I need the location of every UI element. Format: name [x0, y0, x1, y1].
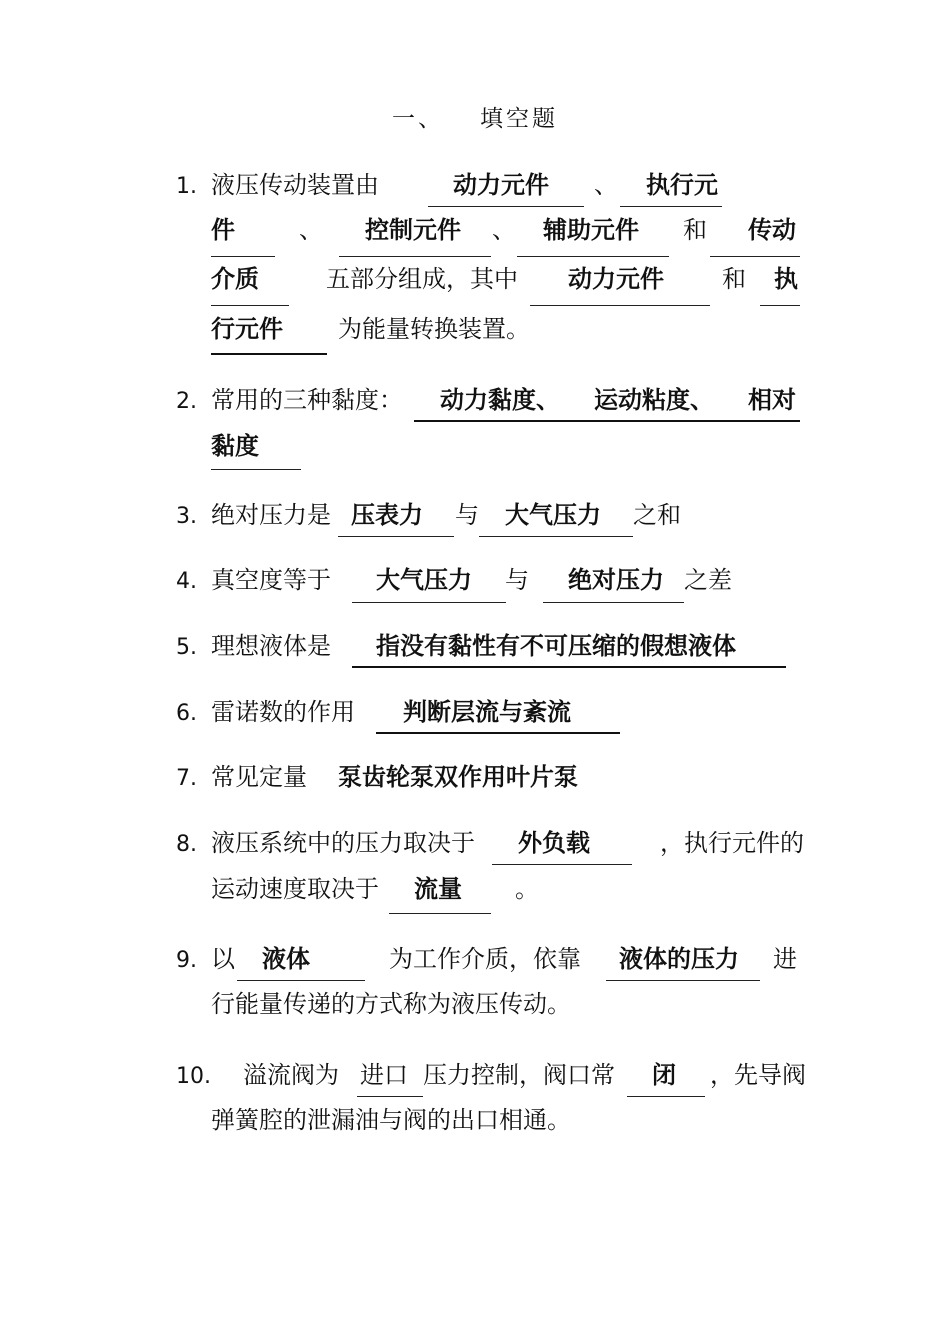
question-number: 10. — [176, 1064, 211, 1089]
answer-underline — [339, 256, 491, 257]
question-text: 为工作介质，依靠 — [389, 945, 581, 973]
answer-underline — [517, 256, 669, 257]
answer-blank: 闭 — [652, 1061, 676, 1089]
question-number: 5. — [176, 635, 197, 660]
answer-blank: 辅助元件 — [543, 216, 639, 244]
answer-underline — [414, 420, 800, 422]
question-text: 压力控制，阀口常 — [423, 1061, 615, 1089]
question-text: 为能量转换装置。 — [338, 315, 530, 343]
answer-blank: 泵齿轮泵双作用叶片泵 — [338, 763, 578, 791]
answer-underline — [237, 980, 365, 981]
answer-underline — [543, 602, 684, 603]
answer-underline — [479, 536, 633, 537]
answer-underline — [760, 305, 800, 306]
answer-underline — [606, 980, 760, 981]
answer-blank: 执行元 — [646, 171, 718, 199]
connector-text: 和 — [722, 265, 746, 293]
answer-underline — [211, 256, 275, 257]
answer-blank: 进口 — [360, 1061, 408, 1089]
question-number: 7. — [176, 766, 197, 791]
answer-blank: 运动粘度、 — [594, 386, 714, 414]
answer-underline — [211, 305, 289, 306]
answer-blank: 压表力 — [351, 501, 423, 529]
question-text: 雷诺数的作用 — [211, 698, 355, 726]
answer-blank: 相对 — [748, 386, 796, 414]
question-text: 之和 — [633, 501, 681, 529]
question-text: 液压系统中的压力取决于 — [211, 829, 475, 857]
connector-text: 与 — [455, 501, 479, 529]
answer-blank: 绝对压力 — [568, 566, 664, 594]
question-number: 3. — [176, 504, 197, 529]
answer-underline — [338, 536, 454, 537]
answer-blank: 大气压力 — [505, 501, 601, 529]
connector-text: 和 — [683, 216, 707, 244]
question-number: 2. — [176, 389, 197, 414]
answer-blank: 大气压力 — [376, 566, 472, 594]
question-text: 溢流阀为 — [243, 1061, 339, 1089]
question-text: 弹簧腔的泄漏油与阀的出口相通。 — [211, 1106, 571, 1134]
question-number: 9. — [176, 948, 197, 973]
question-text: ，先导阀 — [710, 1061, 806, 1089]
connector-text: 与 — [505, 566, 529, 594]
question-text: 理想液体是 — [211, 632, 331, 660]
question-text: 进 — [773, 945, 797, 973]
question-text: 以 — [211, 945, 235, 973]
answer-blank: 动力元件 — [453, 171, 549, 199]
answer-blank: 控制元件 — [365, 216, 461, 244]
answer-blank: 流量 — [414, 875, 462, 903]
answer-underline — [376, 732, 620, 734]
question-text: 行能量传递的方式称为液压传动。 — [211, 990, 571, 1018]
answer-underline — [389, 913, 491, 914]
answer-underline — [492, 864, 632, 865]
answer-underline — [211, 353, 327, 355]
answer-blank: 液体的压力 — [619, 945, 739, 973]
answer-blank: 动力黏度、 — [440, 386, 560, 414]
answer-blank: 黏度 — [211, 432, 259, 460]
answer-underline — [211, 469, 301, 470]
answer-blank: 判断层流与紊流 — [403, 698, 571, 726]
question-number: 4. — [176, 569, 197, 594]
section-number: 一、 — [392, 106, 444, 132]
separator: 、 — [299, 216, 323, 244]
answer-underline — [620, 206, 722, 207]
question-text: 运动速度取决于 — [211, 875, 379, 903]
answer-blank: 传动 — [748, 216, 796, 244]
section-heading — [0, 100, 950, 133]
answer-blank: 行元件 — [211, 315, 283, 343]
answer-blank: 液体 — [262, 945, 310, 973]
answer-underline — [352, 602, 506, 603]
question-text: 液压传动装置由 — [211, 171, 379, 199]
question-number: 1. — [176, 174, 197, 199]
answer-underline — [352, 666, 786, 668]
separator: 、 — [492, 216, 516, 244]
answer-underline — [710, 256, 800, 257]
question-text: 真空度等于 — [211, 566, 331, 594]
answer-blank: 外负载 — [518, 829, 590, 857]
section-title: 填空题 — [480, 106, 558, 132]
question-number: 8. — [176, 832, 197, 857]
answer-blank: 介质 — [211, 265, 259, 293]
answer-underline — [530, 305, 710, 306]
question-text: 五部分组成，其中 — [326, 265, 518, 293]
question-text: ，执行元件的 — [660, 829, 804, 857]
punctuation: 。 — [515, 875, 539, 903]
separator: 、 — [594, 171, 618, 199]
answer-underline — [627, 1096, 705, 1097]
question-text: 绝对压力是 — [211, 501, 331, 529]
question-number: 6. — [176, 701, 197, 726]
answer-blank: 件 — [211, 216, 235, 244]
answer-blank: 动力元件 — [568, 265, 664, 293]
answer-underline — [357, 1096, 423, 1097]
answer-blank: 指没有黏性有不可压缩的假想液体 — [376, 632, 736, 660]
answer-blank: 执 — [774, 265, 798, 293]
question-text: 常用的三种黏度： — [211, 386, 403, 414]
question-text: 之差 — [684, 566, 732, 594]
question-text: 常见定量 — [211, 763, 307, 791]
answer-underline — [428, 206, 584, 207]
